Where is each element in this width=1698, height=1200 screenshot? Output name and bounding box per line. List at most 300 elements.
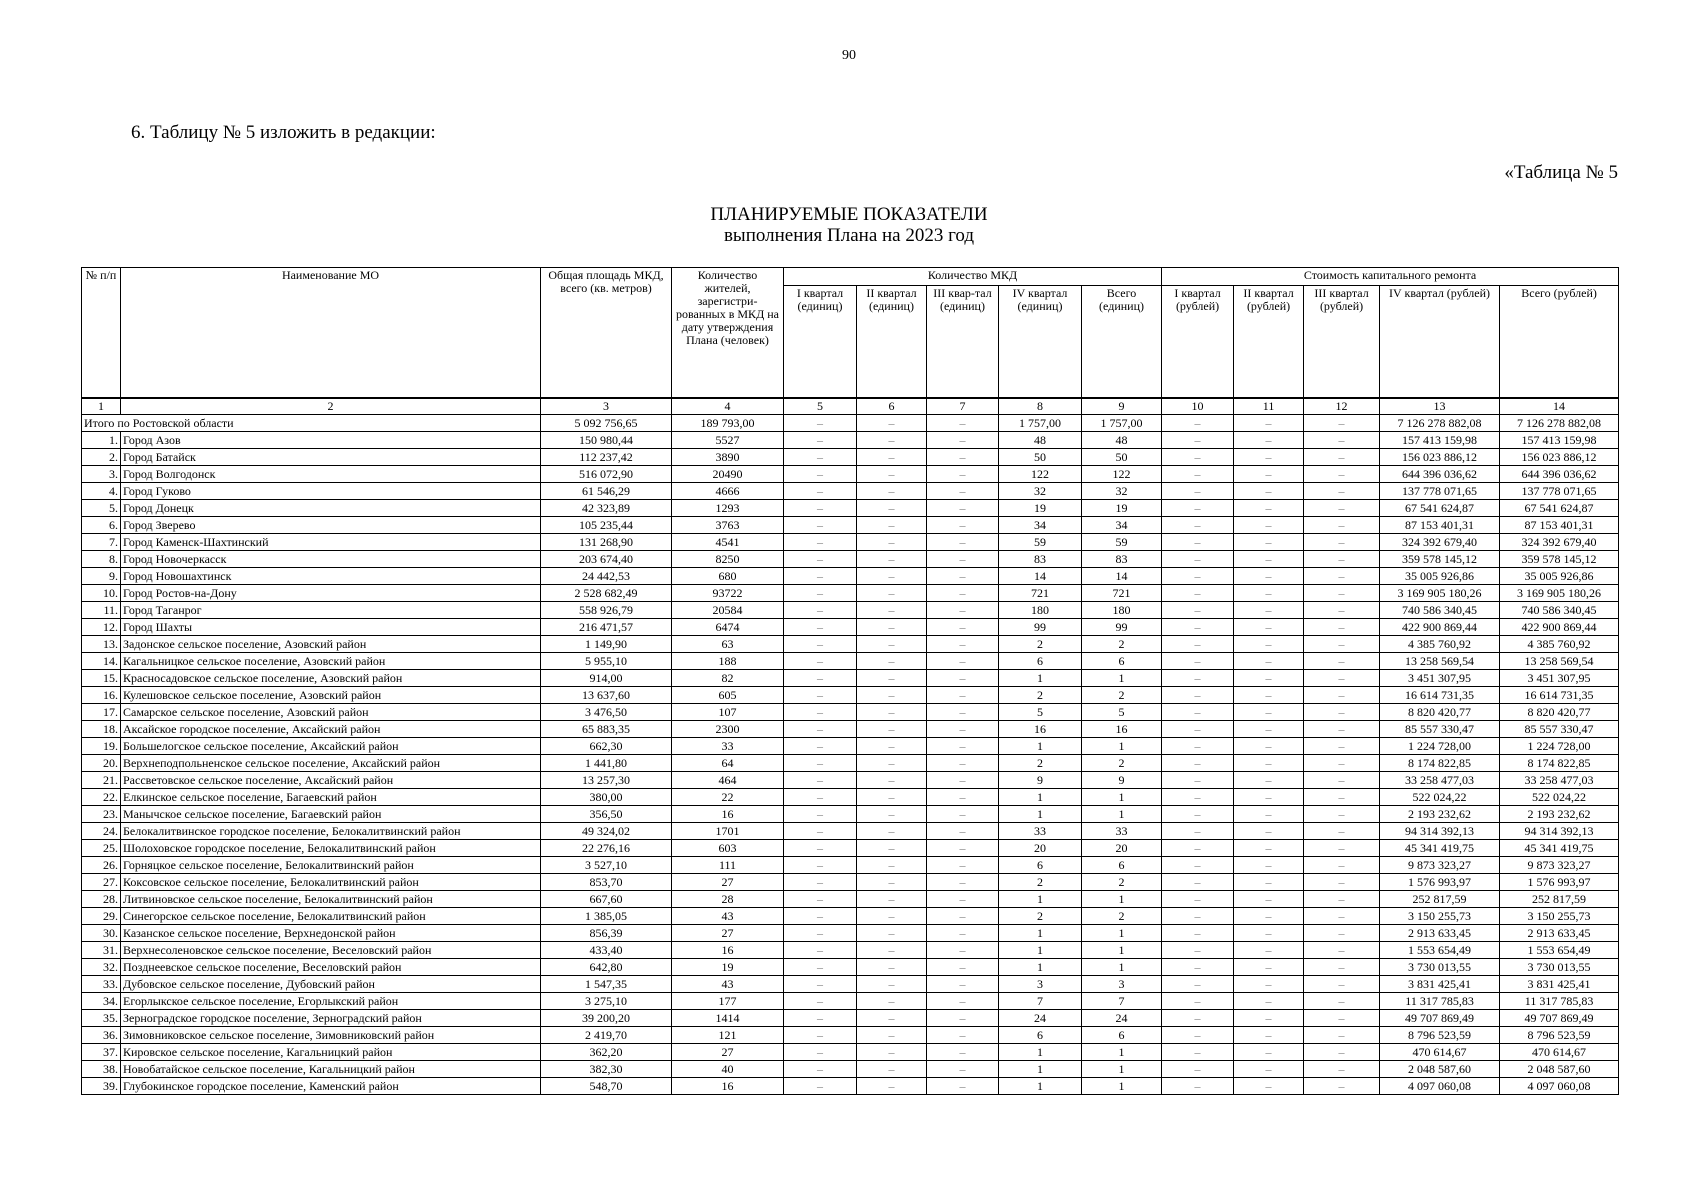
row-residents: 1293	[672, 499, 784, 516]
row-q4-units: 99	[999, 618, 1082, 635]
row-q4-units: 721	[999, 584, 1082, 601]
row-q4-rub: 11 317 785,83	[1380, 992, 1500, 1009]
row-total-rub: 359 578 145,12	[1500, 550, 1619, 567]
row-q1-rub: –	[1162, 618, 1234, 635]
row-q2-units: –	[857, 839, 927, 856]
row-q2-units: –	[857, 533, 927, 550]
row-q4-units: 180	[999, 601, 1082, 618]
row-q1-rub: –	[1162, 1009, 1234, 1026]
row-number: 30.	[82, 924, 121, 941]
row-total-units: 1	[1082, 1060, 1162, 1077]
table-row	[82, 431, 1619, 448]
row-name: Горняцкое сельское поселение, Белокалитвинский район	[121, 856, 541, 873]
row-number: 12.	[82, 618, 121, 635]
row-area: 105 235,44	[541, 516, 672, 533]
row-q1-units: –	[784, 975, 857, 992]
row-total-units: 48	[1082, 431, 1162, 448]
row-q1-rub: –	[1162, 1026, 1234, 1043]
row-q4-units: 1	[999, 737, 1082, 754]
row-residents: 64	[672, 754, 784, 771]
row-residents: 16	[672, 805, 784, 822]
row-q2-units: –	[857, 941, 927, 958]
row-number: 26.	[82, 856, 121, 873]
table-row	[82, 499, 1619, 516]
plan-indicators-table	[81, 267, 1619, 1095]
row-q3-units: –	[927, 856, 999, 873]
row-q4-units: 7	[999, 992, 1082, 1009]
row-q2-units: –	[857, 856, 927, 873]
row-area: 380,00	[541, 788, 672, 805]
row-total-rub: 1 224 728,00	[1500, 737, 1619, 754]
row-total-units: 59	[1082, 533, 1162, 550]
row-q1-units: –	[784, 465, 857, 482]
row-q4-rub: 67 541 624,87	[1380, 499, 1500, 516]
row-q3-rub: –	[1304, 499, 1380, 516]
row-total-units: 6	[1082, 652, 1162, 669]
row-q3-rub: –	[1304, 737, 1380, 754]
row-q2-rub: –	[1234, 448, 1304, 465]
row-total-rub: 33 258 477,03	[1500, 771, 1619, 788]
row-q3-units: –	[927, 652, 999, 669]
row-q4-units: 50	[999, 448, 1082, 465]
column-number: 7	[927, 398, 999, 415]
row-residents: 3763	[672, 516, 784, 533]
row-area: 1 441,80	[541, 754, 672, 771]
row-q2-rub: –	[1234, 1026, 1304, 1043]
row-q1-rub: –	[1162, 788, 1234, 805]
row-total-rub: 9 873 323,27	[1500, 856, 1619, 873]
row-residents: 464	[672, 771, 784, 788]
row-number: 5.	[82, 499, 121, 516]
row-total-rub: 2 193 232,62	[1500, 805, 1619, 822]
row-q1-units: –	[784, 652, 857, 669]
row-q1-rub: –	[1162, 856, 1234, 873]
table-row	[82, 975, 1619, 992]
row-total-rub: 8 174 822,85	[1500, 754, 1619, 771]
row-q3-rub: –	[1304, 533, 1380, 550]
table-row	[82, 516, 1619, 533]
row-q1-rub: –	[1162, 465, 1234, 482]
row-q1-rub: –	[1162, 686, 1234, 703]
row-q4-rub: 252 817,59	[1380, 890, 1500, 907]
row-q2-rub: –	[1234, 924, 1304, 941]
row-q2-rub: –	[1234, 992, 1304, 1009]
row-total-units: 7	[1082, 992, 1162, 1009]
row-number: 28.	[82, 890, 121, 907]
row-area: 3 275,10	[541, 992, 672, 1009]
row-q3-rub: –	[1304, 822, 1380, 839]
row-q4-units: 122	[999, 465, 1082, 482]
row-q3-rub: –	[1304, 856, 1380, 873]
row-total-rub: 8 796 523,59	[1500, 1026, 1619, 1043]
row-q4-units: 14	[999, 567, 1082, 584]
row-q4-units: 1	[999, 941, 1082, 958]
row-total-rub: 1 576 993,97	[1500, 873, 1619, 890]
row-q4-rub: 324 392 679,40	[1380, 533, 1500, 550]
table-row	[82, 635, 1619, 652]
row-q1-rub: –	[1162, 992, 1234, 1009]
row-q2-rub: –	[1234, 703, 1304, 720]
row-q1-rub: –	[1162, 499, 1234, 516]
row-area: 914,00	[541, 669, 672, 686]
row-q2-units: –	[857, 703, 927, 720]
row-name: Рассветовское сельское поселение, Аксайский район	[121, 771, 541, 788]
row-total-rub: 470 614,67	[1500, 1043, 1619, 1060]
row-residents: 2300	[672, 720, 784, 737]
table-row	[82, 805, 1619, 822]
row-q4-rub: 1 576 993,97	[1380, 873, 1500, 890]
table-row	[82, 941, 1619, 958]
row-q1-units: –	[784, 601, 857, 618]
row-name: Позднеевское сельское поселение, Веселовский район	[121, 958, 541, 975]
row-q2-units: –	[857, 618, 927, 635]
header-area: Общая площадь МКД, всего (кв. метров)	[541, 268, 672, 398]
row-name: Город Волгодонск	[121, 465, 541, 482]
table-row	[82, 669, 1619, 686]
table-row	[82, 686, 1619, 703]
row-q3-rub: –	[1304, 567, 1380, 584]
row-q2-rub: –	[1234, 890, 1304, 907]
row-residents: 40	[672, 1060, 784, 1077]
row-q4-units: 24	[999, 1009, 1082, 1026]
row-q2-rub: –	[1234, 822, 1304, 839]
row-area: 3 476,50	[541, 703, 672, 720]
row-total-rub: 3 831 425,41	[1500, 975, 1619, 992]
row-area: 24 442,53	[541, 567, 672, 584]
row-residents: 43	[672, 907, 784, 924]
row-q2-units: –	[857, 482, 927, 499]
row-q1-units: –	[784, 1026, 857, 1043]
row-q1-rub: –	[1162, 822, 1234, 839]
column-number: 12	[1304, 398, 1380, 415]
table-row	[82, 1043, 1619, 1060]
row-area: 856,39	[541, 924, 672, 941]
row-q4-units: 20	[999, 839, 1082, 856]
row-q3-rub: –	[1304, 482, 1380, 499]
row-number: 8.	[82, 550, 121, 567]
row-q1-units: –	[784, 584, 857, 601]
row-q4-units: 2	[999, 754, 1082, 771]
row-q3-units: –	[927, 873, 999, 890]
row-total-rub: 35 005 926,86	[1500, 567, 1619, 584]
row-q2-rub: –	[1234, 856, 1304, 873]
row-q3-rub: –	[1304, 771, 1380, 788]
row-residents: 33	[672, 737, 784, 754]
page-number: 90	[842, 48, 856, 63]
row-q1-rub: –	[1162, 448, 1234, 465]
header-q3-units: III квар-тал (единиц)	[927, 286, 999, 398]
row-name: Город Новочеркасск	[121, 550, 541, 567]
total-q1-rub: –	[1162, 414, 1234, 431]
row-q3-units: –	[927, 618, 999, 635]
row-name: Белокалитвинское городское поселение, Белокалитвинский район	[121, 822, 541, 839]
row-residents: 1701	[672, 822, 784, 839]
row-q1-units: –	[784, 550, 857, 567]
row-q4-rub: 85 557 330,47	[1380, 720, 1500, 737]
row-name: Задонское сельское поселение, Азовский район	[121, 635, 541, 652]
row-q4-rub: 157 413 159,98	[1380, 431, 1500, 448]
header-q1-rub: I квартал (рублей)	[1162, 286, 1234, 398]
row-area: 203 674,40	[541, 550, 672, 567]
row-area: 516 072,90	[541, 465, 672, 482]
row-q3-units: –	[927, 635, 999, 652]
row-q2-rub: –	[1234, 941, 1304, 958]
row-q2-units: –	[857, 1043, 927, 1060]
row-q1-rub: –	[1162, 516, 1234, 533]
row-q4-units: 83	[999, 550, 1082, 567]
row-q4-rub: 2 913 633,45	[1380, 924, 1500, 941]
row-q3-rub: –	[1304, 958, 1380, 975]
table-row	[82, 652, 1619, 669]
row-q1-rub: –	[1162, 1077, 1234, 1094]
row-q2-rub: –	[1234, 652, 1304, 669]
row-q3-rub: –	[1304, 516, 1380, 533]
row-total-rub: 522 024,22	[1500, 788, 1619, 805]
row-q1-units: –	[784, 1009, 857, 1026]
row-area: 22 276,16	[541, 839, 672, 856]
row-number: 13.	[82, 635, 121, 652]
row-q4-units: 1	[999, 924, 1082, 941]
row-q3-units: –	[927, 499, 999, 516]
row-residents: 6474	[672, 618, 784, 635]
row-total-rub: 94 314 392,13	[1500, 822, 1619, 839]
row-q4-units: 1	[999, 669, 1082, 686]
row-q2-rub: –	[1234, 737, 1304, 754]
row-q2-rub: –	[1234, 584, 1304, 601]
row-name: Синегорское сельское поселение, Белокалитвинский район	[121, 907, 541, 924]
row-q4-rub: 522 024,22	[1380, 788, 1500, 805]
row-q3-units: –	[927, 601, 999, 618]
row-number: 11.	[82, 601, 121, 618]
row-total-units: 83	[1082, 550, 1162, 567]
row-area: 65 883,35	[541, 720, 672, 737]
row-total-rub: 3 150 255,73	[1500, 907, 1619, 924]
row-name: Казанское сельское поселение, Верхнедонской район	[121, 924, 541, 941]
title-line-1: ПЛАНИРУЕМЫЕ ПОКАЗАТЕЛИ	[710, 204, 988, 225]
row-q3-units: –	[927, 1026, 999, 1043]
table-row	[82, 958, 1619, 975]
row-area: 1 149,90	[541, 635, 672, 652]
row-q3-units: –	[927, 839, 999, 856]
row-q2-rub: –	[1234, 1043, 1304, 1060]
row-q2-units: –	[857, 601, 927, 618]
row-q3-rub: –	[1304, 805, 1380, 822]
row-name: Большелогское сельское поселение, Аксайский район	[121, 737, 541, 754]
row-q2-units: –	[857, 516, 927, 533]
row-q4-rub: 422 900 869,44	[1380, 618, 1500, 635]
row-number: 18.	[82, 720, 121, 737]
row-q1-units: –	[784, 958, 857, 975]
row-q1-units: –	[784, 431, 857, 448]
row-q3-rub: –	[1304, 669, 1380, 686]
row-q2-rub: –	[1234, 669, 1304, 686]
row-area: 112 237,42	[541, 448, 672, 465]
row-area: 39 200,20	[541, 1009, 672, 1026]
row-q3-units: –	[927, 975, 999, 992]
row-q1-rub: –	[1162, 771, 1234, 788]
row-number: 39.	[82, 1077, 121, 1094]
row-name: Город Новошахтинск	[121, 567, 541, 584]
row-q3-units: –	[927, 533, 999, 550]
row-q3-units: –	[927, 550, 999, 567]
row-q1-units: –	[784, 686, 857, 703]
row-total-rub: 252 817,59	[1500, 890, 1619, 907]
row-total-rub: 644 396 036,62	[1500, 465, 1619, 482]
row-q3-units: –	[927, 771, 999, 788]
row-q1-rub: –	[1162, 907, 1234, 924]
row-q1-rub: –	[1162, 890, 1234, 907]
row-residents: 4666	[672, 482, 784, 499]
row-total-units: 180	[1082, 601, 1162, 618]
row-q3-units: –	[927, 924, 999, 941]
table-row	[82, 584, 1619, 601]
row-total-rub: 87 153 401,31	[1500, 516, 1619, 533]
row-area: 150 980,44	[541, 431, 672, 448]
row-name: Кировское сельское поселение, Кагальницкий район	[121, 1043, 541, 1060]
table-row	[82, 924, 1619, 941]
row-number: 14.	[82, 652, 121, 669]
row-number: 16.	[82, 686, 121, 703]
row-name: Город Таганрог	[121, 601, 541, 618]
row-q2-rub: –	[1234, 839, 1304, 856]
row-total-units: 3	[1082, 975, 1162, 992]
row-q1-rub: –	[1162, 669, 1234, 686]
row-q1-units: –	[784, 669, 857, 686]
row-q2-units: –	[857, 465, 927, 482]
column-number: 2	[121, 398, 541, 415]
row-q4-rub: 9 873 323,27	[1380, 856, 1500, 873]
row-q1-rub: –	[1162, 873, 1234, 890]
row-total-rub: 2 913 633,45	[1500, 924, 1619, 941]
row-total-units: 1	[1082, 1077, 1162, 1094]
row-q1-units: –	[784, 1043, 857, 1060]
row-q2-units: –	[857, 754, 927, 771]
table-row	[82, 448, 1619, 465]
row-q4-units: 1	[999, 788, 1082, 805]
row-q4-units: 59	[999, 533, 1082, 550]
row-q2-units: –	[857, 652, 927, 669]
row-q1-units: –	[784, 873, 857, 890]
row-name: Город Ростов-на-Дону	[121, 584, 541, 601]
row-residents: 4541	[672, 533, 784, 550]
row-residents: 1414	[672, 1009, 784, 1026]
row-q4-rub: 8 174 822,85	[1380, 754, 1500, 771]
row-number: 31.	[82, 941, 121, 958]
table-row	[82, 907, 1619, 924]
row-area: 13 637,60	[541, 686, 672, 703]
row-number: 34.	[82, 992, 121, 1009]
row-name: Литвиновское сельское поселение, Белокалитвинский район	[121, 890, 541, 907]
row-name: Кулешовское сельское поселение, Азовский район	[121, 686, 541, 703]
row-total-rub: 3 451 307,95	[1500, 669, 1619, 686]
column-number: 11	[1234, 398, 1304, 415]
row-name: Верхнеподпольненское сельское поселение, Аксайский район	[121, 754, 541, 771]
row-q1-units: –	[784, 1077, 857, 1094]
row-q3-rub: –	[1304, 618, 1380, 635]
column-number: 4	[672, 398, 784, 415]
header-residents: Количество жителей, зарегистри-рованных в МКД на дату утверждения Плана (человек)	[672, 268, 784, 398]
row-number: 36.	[82, 1026, 121, 1043]
row-q2-units: –	[857, 788, 927, 805]
row-q3-rub: –	[1304, 703, 1380, 720]
row-total-rub: 45 341 419,75	[1500, 839, 1619, 856]
row-q4-rub: 644 396 036,62	[1380, 465, 1500, 482]
row-q1-units: –	[784, 788, 857, 805]
row-q1-rub: –	[1162, 635, 1234, 652]
row-q2-units: –	[857, 805, 927, 822]
row-q3-units: –	[927, 907, 999, 924]
row-q4-units: 1	[999, 1077, 1082, 1094]
row-q4-rub: 3 831 425,41	[1380, 975, 1500, 992]
row-q3-units: –	[927, 788, 999, 805]
row-q4-units: 1	[999, 890, 1082, 907]
row-q4-rub: 87 153 401,31	[1380, 516, 1500, 533]
row-total-units: 1	[1082, 788, 1162, 805]
row-number: 24.	[82, 822, 121, 839]
row-q4-rub: 3 169 905 180,26	[1380, 584, 1500, 601]
table-body	[82, 414, 1619, 1094]
table-row	[82, 856, 1619, 873]
row-total-units: 32	[1082, 482, 1162, 499]
row-total-units: 14	[1082, 567, 1162, 584]
column-number: 13	[1380, 398, 1500, 415]
header-total-units: Всего (единиц)	[1082, 286, 1162, 398]
row-area: 2 528 682,49	[541, 584, 672, 601]
row-q2-units: –	[857, 771, 927, 788]
row-q3-rub: –	[1304, 924, 1380, 941]
row-q3-rub: –	[1304, 1060, 1380, 1077]
total-q4-units: 1 757,00	[999, 414, 1082, 431]
row-area: 558 926,79	[541, 601, 672, 618]
row-q4-rub: 45 341 419,75	[1380, 839, 1500, 856]
row-name: Егорлыкское сельское поселение, Егорлыкский район	[121, 992, 541, 1009]
row-total-rub: 67 541 624,87	[1500, 499, 1619, 516]
header-num: № п/п	[82, 268, 121, 398]
header-q4-units: IV квартал (единиц)	[999, 286, 1082, 398]
row-q2-units: –	[857, 635, 927, 652]
row-q3-rub: –	[1304, 720, 1380, 737]
row-q2-rub: –	[1234, 1009, 1304, 1026]
row-q4-units: 19	[999, 499, 1082, 516]
row-residents: 177	[672, 992, 784, 1009]
row-q3-units: –	[927, 941, 999, 958]
row-residents: 8250	[672, 550, 784, 567]
row-q2-units: –	[857, 720, 927, 737]
row-q4-units: 1	[999, 1043, 1082, 1060]
row-q2-units: –	[857, 907, 927, 924]
row-name: Кагальницкое сельское поселение, Азовский район	[121, 652, 541, 669]
row-q2-units: –	[857, 992, 927, 1009]
row-total-rub: 137 778 071,65	[1500, 482, 1619, 499]
column-number: 3	[541, 398, 672, 415]
row-q1-rub: –	[1162, 754, 1234, 771]
row-q1-rub: –	[1162, 1043, 1234, 1060]
row-name: Елкинское сельское поселение, Багаевский район	[121, 788, 541, 805]
row-q1-rub: –	[1162, 924, 1234, 941]
row-q2-rub: –	[1234, 958, 1304, 975]
row-name: Город Гуково	[121, 482, 541, 499]
row-residents: 43	[672, 975, 784, 992]
row-total-rub: 1 553 654,49	[1500, 941, 1619, 958]
row-q4-rub: 359 578 145,12	[1380, 550, 1500, 567]
row-residents: 28	[672, 890, 784, 907]
row-residents: 20584	[672, 601, 784, 618]
row-q1-units: –	[784, 941, 857, 958]
row-name: Коксовское сельское поселение, Белокалитвинский район	[121, 873, 541, 890]
row-number: 25.	[82, 839, 121, 856]
row-q1-units: –	[784, 754, 857, 771]
row-q1-rub: –	[1162, 550, 1234, 567]
